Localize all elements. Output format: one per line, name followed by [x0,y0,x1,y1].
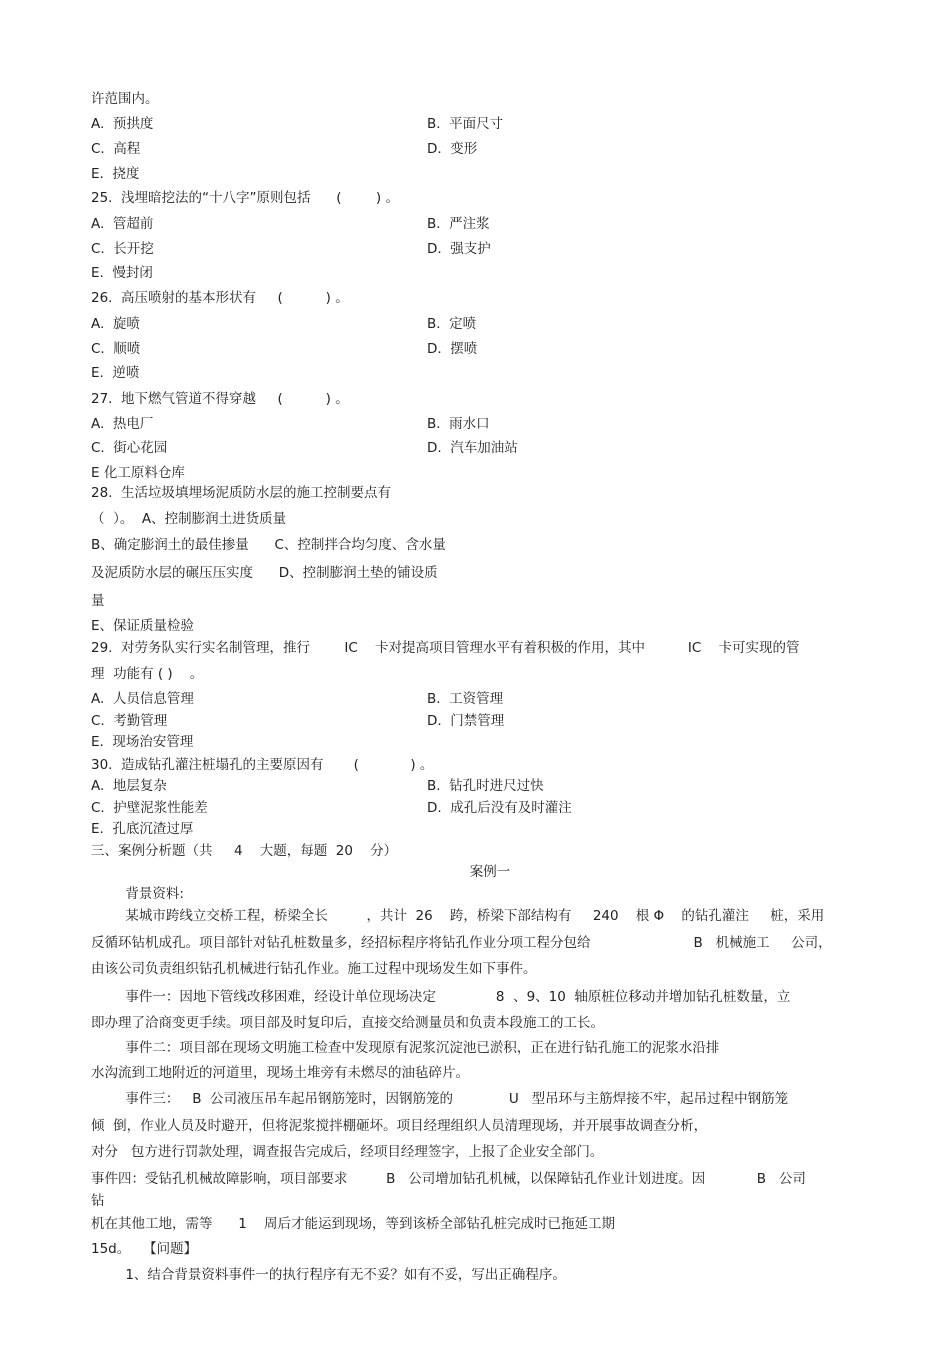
text-line: 许范围内。 [91,91,159,107]
text-line: 理 功能有 ( ) 。 [91,666,204,682]
text-line: 25. 浅埋暗挖法的“十八字”原则包括 ( ) 。 [91,190,399,206]
text-line: 事件一：因地下管线改移困难，经设计单位现场决定 8 、9、10 轴原桩位移动并增加钻孔桩数量，立 [91,989,791,1005]
text-line: 倾 倒，作业人员及时避开，但将泥浆搅拌棚砸坏。项目经理组织人员清理现场，并开展事故调查分析， [91,1118,708,1134]
text-line: 1、结合背景资料事件一的执行程序有无不妥？如有不妥，写出正确程序。 [91,1267,566,1283]
text-line: E、保证质量检验 [91,618,195,634]
text-line: 水沟流到工地附近的河道里，现场土堆旁有未燃尽的油毡碎片。 [91,1065,469,1081]
text-line: E. 逆喷 [91,365,140,381]
text-line: D. 变形 [427,141,478,157]
text-line: 量 [91,593,105,609]
text-line: D. 摆喷 [427,341,478,357]
text-line: B、确定膨润土的最佳掺量 C、控制拌合均匀度、含水量 [91,537,446,553]
text-line: C. 高程 [91,141,141,157]
text-line: 某城市跨线立交桥工程，桥梁全长 ，共计 26 跨，桥梁下部结构有 240 根 Φ 的钻孔灌注 桩，采用 [91,908,825,924]
text-line: 机在其他工地，需等 1 周后才能运到现场，等到该桥全部钻孔桩完成时已拖延工期 [91,1216,616,1232]
text-line: D. 汽车加油站 [427,440,518,456]
text-line: 反循环钻机成孔。项目部针对钻孔桩数量多，经招标程序将钻孔作业分项工程分包给 B 机械施工 公司， [91,935,832,951]
text-line: C. 街心花园 [91,440,168,456]
text-line: 事件四：受钻孔机械故障影响，项目部要求 B 公司增加钻孔机械，以保障钻孔作业计划进度。因 B 公司 [91,1171,806,1187]
text-line: E. 孔底沉渣过厚 [91,821,194,837]
text-line: A. 预拱度 [91,116,154,132]
text-line: A. 热电厂 [91,416,154,432]
text-line: C. 顺喷 [91,341,141,357]
text-line: 由该公司负责组织钻孔机械进行钻孔作业。施工过程中现场发生如下事件。 [91,961,537,977]
text-line: B. 定喷 [427,316,477,332]
text-line: 29. 对劳务队实行实名制管理，推行 IC 卡对提高项目管理水平有着积极的作用，其中 IC 卡可实现的管 [91,640,800,656]
text-line: 及泥质防水层的碾压压实度 D、控制膨润土垫的铺设质 [91,565,438,581]
text-line: 27. 地下燃气管道不得穿越 ( ) 。 [91,391,349,407]
text-line: B. 雨水口 [427,416,490,432]
text-line: 案例一 [469,864,511,880]
text-line: 事件二：项目部在现场文明施工检查中发现原有泥浆沉淀池已淤积，正在进行钻孔施工的泥浆水沿排 [91,1040,720,1056]
text-line: D. 强支护 [427,241,491,257]
text-line: B. 钻孔时进尺过快 [427,778,544,794]
text-line: C. 长开挖 [91,241,154,257]
text-line: 26. 高压喷射的基本形状有 ( ) 。 [91,290,349,306]
text-line: 15d。 【问题】 [91,1241,198,1257]
text-line: C. 护壁泥浆性能差 [91,800,208,816]
text-line: A. 人员信息管理 [91,691,194,707]
text-line: A. 地层复杂 [91,778,167,794]
text-line: A. 管超前 [91,216,154,232]
text-line: 30. 造成钻孔灌注桩塌孔的主要原因有 ( ) 。 [91,757,434,773]
text-line: 即办理了洽商变更手续。项目部及时复印后，直接交给测量员和负责本段施工的工长。 [91,1015,604,1031]
text-line: E. 慢封闭 [91,265,153,281]
text-line: D. 成孔后没有及时灌注 [427,800,572,816]
text-line: 事件三： B 公司液压吊车起吊钢筋笼时，因钢筋笼的 U 型吊环与主筋焊接不牢，起吊过程中钢筋笼 [91,1091,789,1107]
text-line: B. 平面尺寸 [427,116,504,132]
text-line: （ ）。 A、控制膨润土进货质量 [91,511,287,527]
text-line: B. 严注浆 [427,216,490,232]
text-line: 背景资料: [91,886,184,902]
text-line: D. 门禁管理 [427,713,505,729]
text-line: E. 挠度 [91,166,140,182]
text-line: A. 旋喷 [91,316,140,332]
text-line: 三、案例分析题（共 4 大题，每题 20 分） [91,843,398,859]
text-line: 对分 包方进行罚款处理，调查报告完成后，经项目经理签字，上报了企业安全部门。 [91,1144,604,1160]
text-line: E 化工原料仓库 [91,465,185,481]
text-line: C. 考勤管理 [91,713,168,729]
text-line: 28. 生活垃圾填埋场泥质防水层的施工控制要点有 [91,485,392,501]
text-line: 钻 [91,1193,105,1209]
text-line: E. 现场治安管理 [91,734,194,750]
text-line: B. 工资管理 [427,691,504,707]
